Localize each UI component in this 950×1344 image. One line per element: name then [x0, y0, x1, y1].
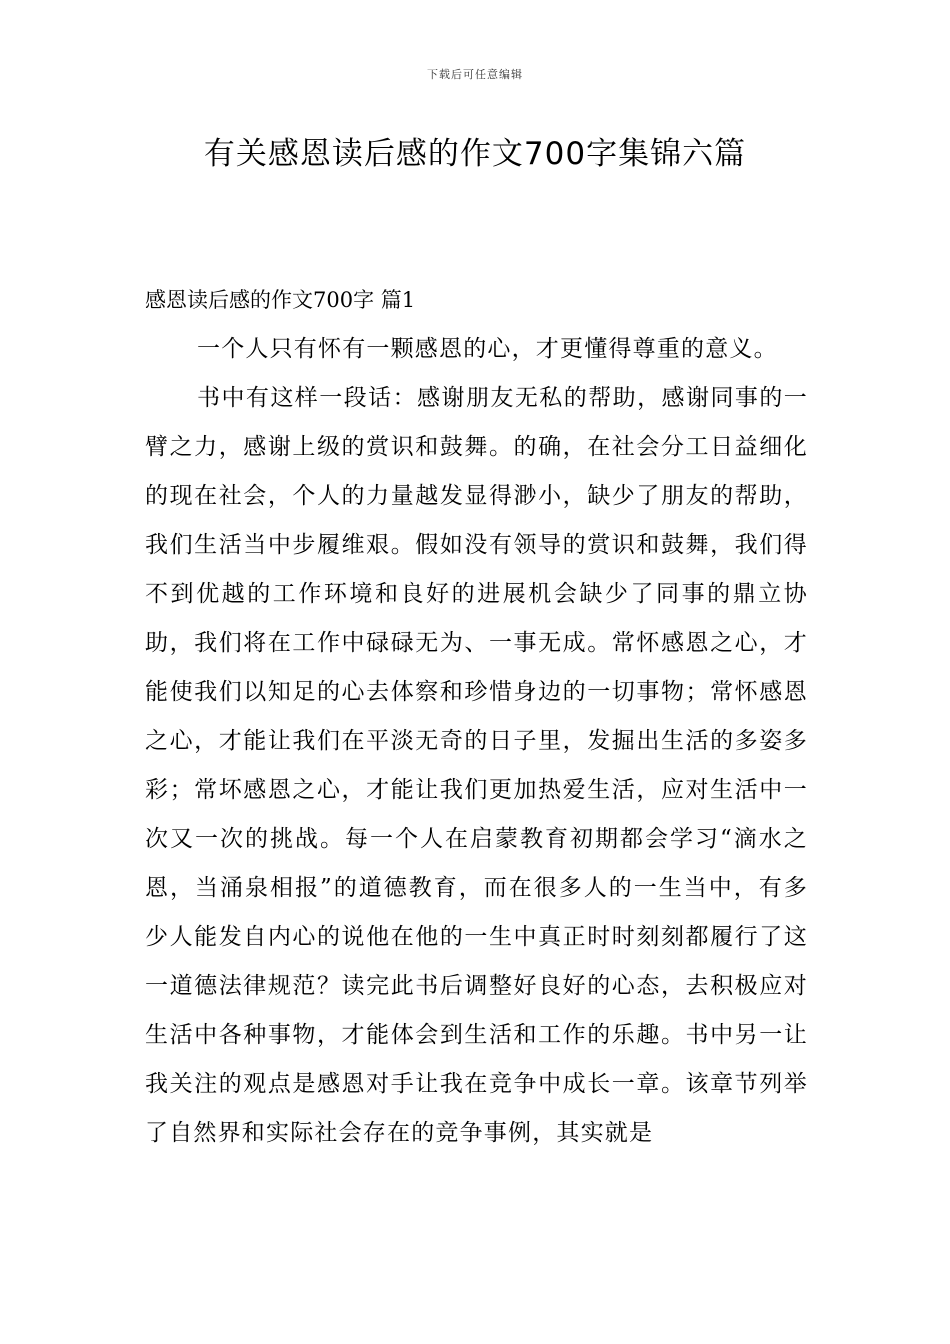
header-note: 下载后可任意编辑 — [427, 68, 523, 81]
section-heading: 感恩读后感的作文700字 篇1 — [145, 288, 416, 312]
paragraph-1: 一个人只有怀有一颗感恩的心，才更懂得尊重的意义。 — [197, 336, 778, 362]
document-title: 有关感恩读后感的作文700字集锦六篇 — [203, 136, 747, 172]
paragraph-2: 书中有这样一段话：感谢朋友无私的帮助，感谢同事的一臂之力，感谢上级的赏识和鼓舞。的确，在社会分工日益细化的现在社会，个人的力量越发显得渺小，缺少了朋友的帮助，我们生活当中步履维艰。假如没有领导的赏识和鼓舞，我们得不到优越的工作环境和良好的进展机会缺少了同事的鼎立协助，我们将在工作中碌碌无为、一事无成。常怀感恩之心，才能使我们以知足的心去体察和珍惜身边的一切事物；常怀感恩之心，才能让我们在平淡无奇的日子里，发掘出生活的多姿多彩；常坏感恩之心，才能让我们更加热爱生活，应对生活中一次又一次的挑战。每一个人在启蒙教育初期都会学习“滴水之恩，当涌泉相报”的道德教育，而在很多人的一生当中，有多少人能发自内心的说他在他的一生中真正时时刻刻都履行了这一道德法律规范？读完此书后调整好良好的心态，去积极应对生活中各种事物，才能体会到生活和工作的乐趣。书中另一让我关注的观点是感恩对手让我在竞争中成长一章。该章节列举了自然界和实际社会存在的竞争事例，其实就是 — [145, 385, 808, 1146]
